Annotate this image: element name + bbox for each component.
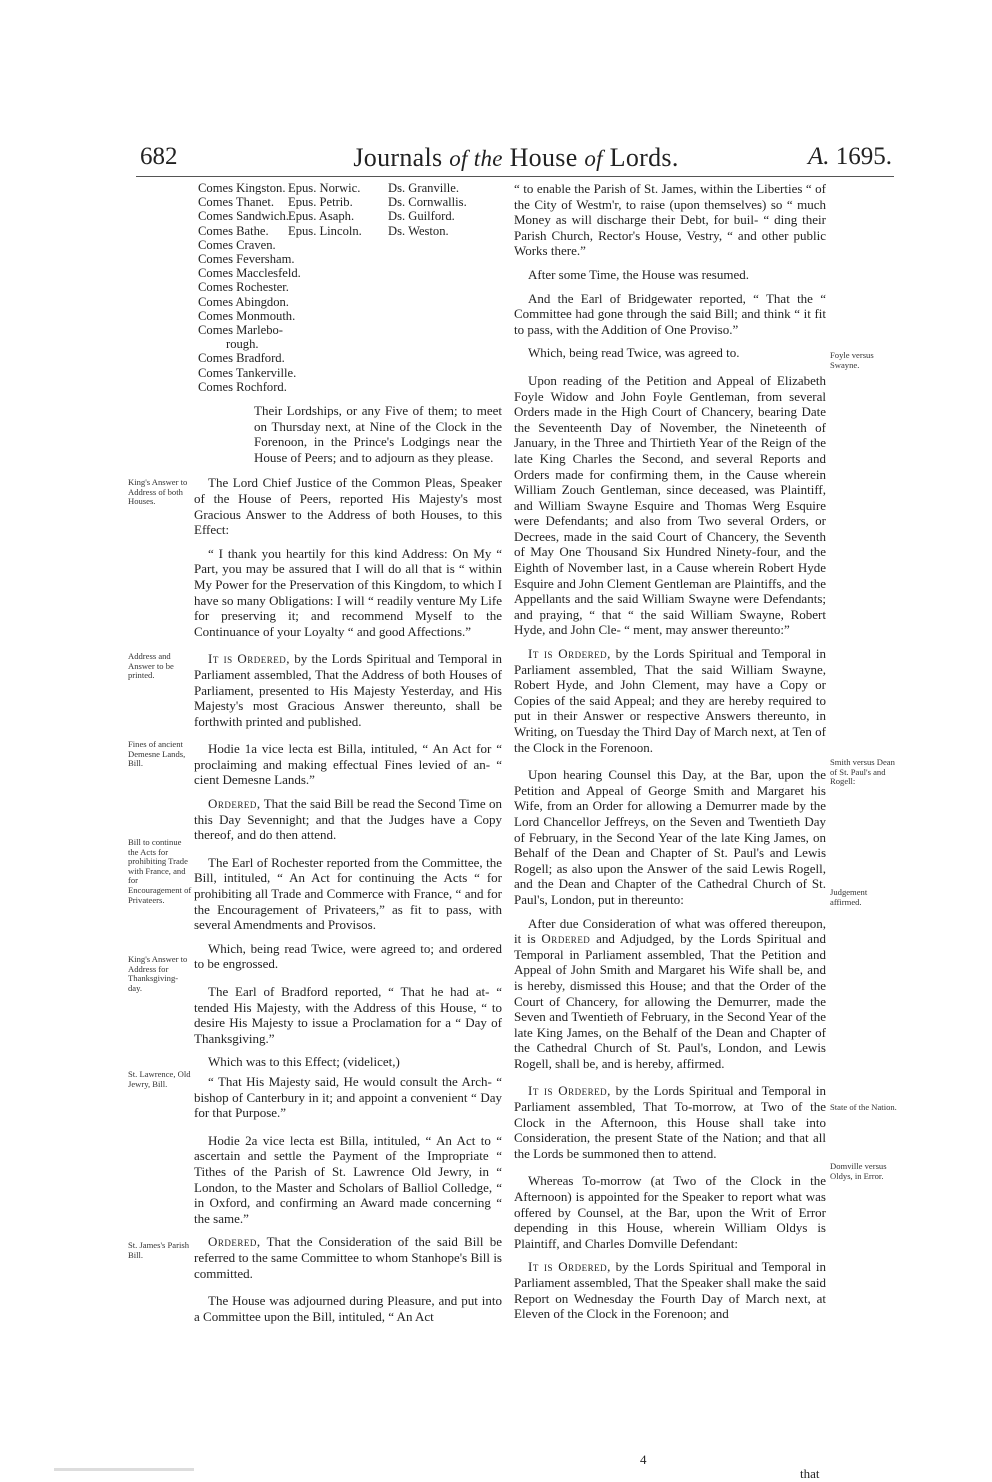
lord-name: Comes Bathe.: [198, 223, 269, 238]
lord-name: Comes Feversham.: [198, 252, 295, 267]
paragraph-engrossed: Which, being read Twice, were agreed to; and ordered to be engrossed.: [194, 940, 502, 972]
paragraph-address-printed: It is Ordered, by the Lords Spiritual and Temporal in Parliament assembled, That the Address of both Houses of Parliament, presented to His Majesty Yesterday, and His Majesty's most Gracious Answer thereunto, shall be forthwith printed and published.: [194, 651, 503, 729]
paragraph-smith-judgement: After due Consideration of what was offered thereupon, it is Ordered and Adjudged, by the Lords Spiritual and Temporal in Parliament assembled, That the Petition and Appeal of John Smith and Margaret his Wife shall be, and is hereby, dismissed this House; and that the Order of the Court of Chancery, for allowing the Demurrer, made the Seven and Twentieth of February, in the Second Year of the late King James, on the Behalf of the Dean and Chapter of the Cathedral Church of St. Paul's, London, and Lewis Rogell, shall be, and is hereby, affirmed.: [514, 915, 826, 1071]
margin-note-st-lawrence: St. Lawrence, Old Jewry, Bill.: [128, 1069, 191, 1089]
margin-note-smith: Smith versus Dean of St. Paul's and Rogell:: [830, 757, 895, 787]
scan-artifact: [54, 1468, 194, 1471]
left-column: [194, 181, 502, 1332]
year: A. 1695.: [807, 143, 892, 170]
lord-name: Epus. Lincoln.: [288, 223, 362, 238]
margin-note-judgement: Judgement affirmed.: [830, 887, 868, 907]
paragraph-st-lawrence-bill: Hodie 2a vice lecta est Billa, intituled, “ An Act to “ ascertain and settle the Payment of the Impropriate “ Tithes of the Parish of St. Lawrence Old Jewry, in “ London, to the Master and Scholars of Balliol Colledge, “ in Oxford, and confirming an Award made concerning “ the same.”: [194, 1132, 502, 1226]
paragraph-house-resumed: After some Time, the House was resumed.: [528, 266, 749, 282]
lord-name: Comes Bradford.: [198, 351, 285, 366]
paragraph-foyle-order: It is Ordered, by the Lords Spiritual and Temporal in Parliament assembled, That the said William Swayne, Robert Hyde, and John Clement, may have a Copy or Copies of the said Appeal; and they are hereby required to put in their Answer or respective Answers thereunto, in Writing, on Tuesday the Third Day of March next, at Ten of the Clock in the Forenoon.: [514, 646, 827, 755]
page-number: 682: [140, 143, 178, 170]
lord-name: Comes Abingdon.: [198, 294, 289, 309]
lord-name: Comes Craven.: [198, 237, 276, 252]
paragraph-bridgewater-report: And the Earl of Bridgewater reported, “ That the “ Committee had gone through the said Bill; and think “ it fit to pass, with the Addition of One Proviso.”: [514, 290, 826, 337]
lord-name: Epus. Petrib.: [288, 195, 353, 210]
lord-name: Comes Sandwich.: [198, 209, 289, 224]
paragraph-st-james-act: “ to enable the Parish of St. James, within the Liberties “ of the City of Westm'r, to raise (upon themselves) so “ much Money as will discharge their Debt, for buil- “ ding their Parish Church, Rector's House, Vestry, “ and other public Works there.”: [514, 181, 826, 259]
margin-note-state-nation: State of the Nation.: [830, 1102, 897, 1112]
lord-name: Ds. Weston.: [388, 223, 449, 238]
margin-note-foyle: Foyle versus Swayne.: [830, 350, 874, 370]
right-column: [514, 181, 826, 1330]
paragraph-kings-answer: The Lord Chief Justice of the Common Pleas, Speaker of the House of Peers, reported His Majesty's most Gracious Answer to the Address of both Houses, to this Effect:: [194, 475, 502, 538]
margin-note-thanksgiving: King's Answer to Address for Thanksgiving-day.: [128, 954, 188, 993]
lord-name: Ds. Cornwallis.: [388, 195, 467, 210]
paragraph-majesty-said: “ That His Majesty said, He would consult the Arch- “ bishop of Canterbury in it; and appoint a convenient “ Day for that Purpose.”: [194, 1073, 502, 1121]
paragraph-domville-whereas: Whereas To-morrow (at Two of the Clock in the Afternoon) is appointed for the Speaker to report what was offered by Counsel, at the Bar, upon the Writ of Error depending in this House, wherein William Oldys is Plaintiff, and Charles Domville Defendant:: [514, 1173, 826, 1251]
paragraph-committee-referral: Ordered, That the Consideration of the said Bill be referred to the same Committee to whom Stanhope's Bill is committed.: [194, 1234, 502, 1281]
catchword: that: [800, 1466, 820, 1481]
signature-mark: 4: [640, 1452, 647, 1467]
lord-name: Epus. Asaph.: [288, 209, 355, 224]
paragraph-agreed: Which, being read Twice, was agreed to.: [528, 345, 740, 361]
margin-note-kings-answer: King's Answer to Address of both Houses.: [128, 477, 188, 507]
margin-note-fines-bill: Fines of ancient Demesne Lands, Bill.: [128, 739, 186, 769]
margin-note-domville: Domville versus Oldys, in Error.: [830, 1161, 887, 1181]
lord-name: Comes Thanet.: [198, 195, 275, 210]
lords-list-barons: [388, 181, 498, 238]
lords-list-earls: [198, 181, 301, 394]
journal-title: Journals of the House of Lords.: [353, 143, 679, 172]
lords-list-bishops: [288, 181, 380, 238]
lord-name: Epus. Norwic.: [288, 181, 361, 195]
committee-meeting: Their Lordships, or any Five of them; to meet on Thursday next, at Nine of the Clock in the Forenoon, in the Prince's Lodgings near the House of Peers; and to adjourn as they please.: [254, 403, 502, 465]
paragraph-domville-order: It is Ordered, by the Lords Spiritual and Temporal in Parliament assembled, That the Speaker shall make the said Report on Wednesday the Fourth Day of March next, at Eleven of the Clock in the Forenoon; and: [514, 1259, 827, 1322]
paragraph-state-of-nation: It is Ordered, by the Lords Spiritual and Temporal in Parliament assembled, That To-morrow, at Two of the Clock in the Afternoon, this House shall take into Consideration, the present State of the Nation; and that all the Lords be summoned then to attend.: [514, 1083, 827, 1161]
margin-note-address-printed: Address and Answer to be printed.: [128, 651, 174, 681]
paragraph-bradford-report: The Earl of Bradford reported, “ That he had at- “ tended His Majesty, with the Address of this House, “ to desire His Majesty to issue a Proclamation for a “ Day of Thanksgiving.”: [194, 984, 502, 1046]
paragraph-foyle-appeal: Upon reading of the Petition and Appeal of Elizabeth Foyle Widow and John Foyle Gentleman, from several Orders made in the High Court of Chancery, bearing Date the Seventeenth Day of November, the Nineteenth of January, in the Three and Thirtieth Year of the Reign of the late King Charles the Second, and several Reports and Orders made for confirming them, in the Cause wherein William Zouch Gentleman, since deceased, was Plaintiff, and William Swayne Esquire and Thomas Werg Esquire were Defendants; and also from Two several Orders, or Decrees, made in the said Court of Chancery, the Seventh of May One Thousand Six Hundred Ninety-four, and the Eighth of November last, in a Cause wherein Robert Hyde Esquire and John Clement Gentleman are Plaintiffs, and the Appellants and the said William Swayne were Defendants; and praying, “ that “ the said William Swayne, Robert Hyde, and John Cle- “ ment, may answer thereunto:”: [514, 372, 826, 638]
lord-name: Comes Macclesfeld.: [198, 266, 301, 281]
margin-note-st-james: St. James's Parish Bill.: [128, 1240, 189, 1260]
paragraph-house-adjourned: The House was adjourned during Pleasure, and put into a Committee upon the Bill, intituled, “ An Act: [194, 1293, 502, 1324]
lord-name: Comes Marlebo-: [198, 323, 283, 338]
lord-name: Comes Rochester.: [198, 280, 289, 295]
paragraph-kings-speech: “ I thank you heartily for this kind Address: On My “ Part, you may be assured that I will do all that is “ within My Power for the Preservation of this Kingdom, to which I have so many Obligations: I will “ readily venture My Life for preserving it; and recommend Myself to the Continuance of your Loyalty “ and good Affections.”: [194, 545, 502, 639]
paragraph-smith-appeal: Upon hearing Counsel this Day, at the Bar, upon the Petition and Appeal of George Smith and Margaret his Wife, from an Order for allowing a Demurrer made by the Lord Chancellor Jeffreys, on the Seven and Twentieth Day of February, in the Second Year of the late King James, on Behalf of the Dean and Chapter of St. Paul's and Lewis Rogell; as also upon the Answer of the said Lewis Rogell, and the Dean and Chapter of the Cathedral Church of St. Paul's, London, put in thereunto:: [514, 767, 826, 907]
lord-name: Comes Tankerville.: [198, 365, 297, 380]
margin-note-trade-bill: Bill to continue the Acts for prohibiting Trade with France, and for Encouragement of Privateers.: [128, 837, 192, 905]
lord-name: rough.: [226, 337, 259, 352]
lord-name: Ds. Granville.: [388, 181, 459, 195]
running-header: [140, 143, 892, 179]
lord-name: Comes Rochford.: [198, 379, 287, 394]
paragraph-rochester-report: The Earl of Rochester reported from the Committee, the Bill, intituled, “ An Act for continuing the Acts “ for prohibiting all Trade and Commerce with France, “ and for the Encouragement of Privateers,” as fit to pass, with several Amendments and Provisos.: [194, 854, 502, 933]
lords-list: [194, 181, 502, 393]
lord-name: Comes Kingston.: [198, 181, 286, 195]
paragraph-fines-bill: Hodie 1a vice lecta est Billa, intituled, “ An Act for “ proclaiming and making effectual Fines levied of an- “ cient Demesne Lands.”: [194, 741, 502, 788]
lord-name: Comes Monmouth.: [198, 308, 296, 323]
lord-name: Ds. Guilford.: [388, 209, 455, 224]
paragraph-videlicet: Which was to this Effect; (videlicet,): [208, 1054, 400, 1070]
header-rule: [136, 176, 894, 177]
paragraph-second-reading: Ordered, That the said Bill be read the Second Time on this Day Sevennight; and that the Judges have a Copy thereof, and do then attend.: [194, 796, 502, 843]
